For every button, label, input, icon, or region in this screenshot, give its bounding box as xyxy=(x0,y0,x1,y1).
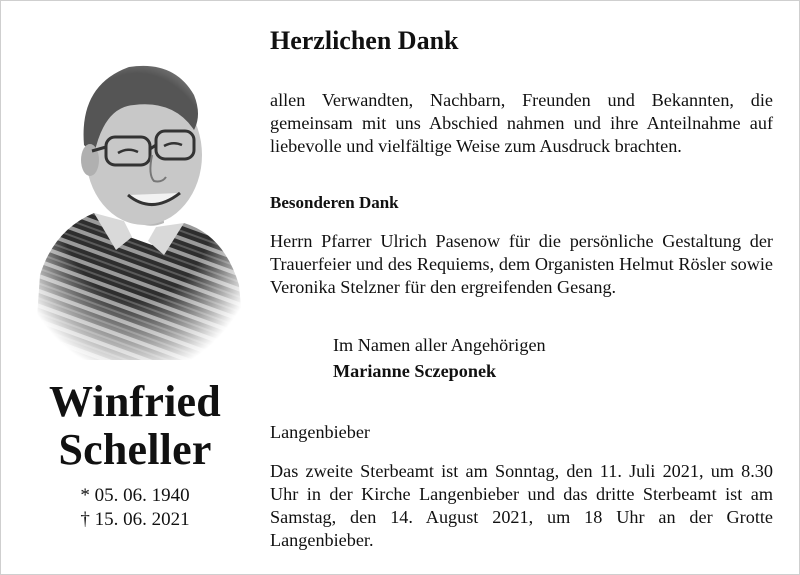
signature-intro: Im Namen aller Angehörigen xyxy=(333,335,546,355)
page-title: Herzlichen Dank xyxy=(270,26,459,55)
portrait-photo xyxy=(24,45,250,360)
special-thanks-paragraph: Herrn Pfarrer Ulrich Pasenow für die persönliche Gestaltung der Trauerfeier und des Requiems, dem Organisten Helmut Rösler sowie Veronika Stelzner für den ergreifenden Gesang. xyxy=(270,231,773,297)
birth-date: * 05. 06. 1940 xyxy=(80,485,190,506)
first-name: Winfried xyxy=(49,377,221,426)
deceased-name xyxy=(20,378,250,474)
special-thanks-heading: Besonderen Dank xyxy=(270,193,399,212)
last-name: Scheller xyxy=(58,425,212,474)
thanks-paragraph: allen Verwandten, Nachbarn, Freunden und Bekannten, die gemeinsam mit uns Abschied nahmen und ihre Anteilnahme auf liebevolle und vielfältige Weise zum Ausdruck brachten. xyxy=(270,90,773,156)
death-date: † 15. 06. 2021 xyxy=(80,509,190,530)
place-name: Langenbieber xyxy=(270,422,370,442)
life-dates xyxy=(20,484,250,532)
service-notice-paragraph: Das zweite Sterbeamt ist am Sonntag, den 11. Juli 2021, um 8.30 Uhr in der Kirche Langenbieber und das dritte Sterbeamt ist am Samstag, den 14. August 2021, um 18 Uhr an der Grotte Langenbieber. xyxy=(270,461,773,550)
signature-name: Marianne Sczeponek xyxy=(333,361,497,381)
